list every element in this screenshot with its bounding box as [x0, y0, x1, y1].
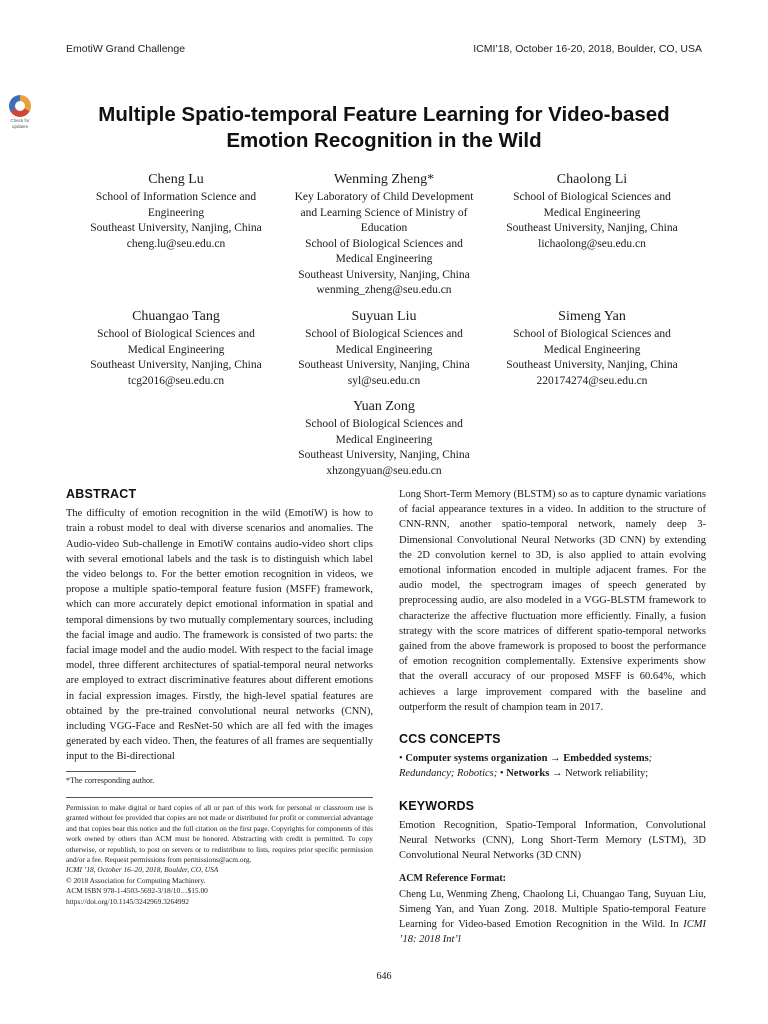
- author-affiliation: Southeast University, Nanjing, China: [298, 268, 470, 281]
- author-name: Simeng Yan: [558, 309, 626, 324]
- author-affiliation: Southeast University, Nanjing, China: [90, 359, 262, 371]
- author-affiliation: School of Biological Sciences and: [305, 418, 463, 430]
- author-block: [274, 307, 494, 389]
- author-affiliation: School of Biological Sciences and: [305, 328, 463, 340]
- ccs-item-1: Computer systems organization: [405, 753, 548, 765]
- author-name: Suyuan Liu: [351, 309, 417, 324]
- badge-caption-2: updates: [11, 124, 28, 129]
- running-head-right: ICMI’18, October 16-20, 2018, Boulder, CO, USA: [473, 43, 702, 55]
- author-affiliation: Southeast University, Nanjing, China: [506, 359, 678, 371]
- abstract-text-left: The difficulty of emotion recognition in the wild (EmotiW) is how to train a robust model to deal with diverse scenarios and anomalies. The Audio-video Sub-challenge in EmotiW contains audio-video short clips with several emotional labels and the task is to distinguish which label the video belongs to. For the better emotion recognition in videos, we propose a multiple spatio-temporal feature fusion (MSFF) framework, which can more accurately depict emotional information in spatial and temporal dimensions by two mutually complementary sources, including the facial image and audio. The framework is consisted of two parts: the facial image model and the audio model. With respect to the facial image model, three different architectures of spatial-temporal neural networks are employed to extract discriminative features about different emotions in facial expression images. Firstly, the high-level spatial features are obtained by the pre-trained convolutional neural networks (CNN), including VGG-Face and ResNet-50 which are all fed with the images generated by each video. Then, the features of all frames are sequentially input to the Bi-directional: [66, 508, 373, 763]
- author-affiliation: and Learning Science of Ministry of: [300, 206, 468, 219]
- author-affiliation: Medical Engineering: [335, 433, 433, 446]
- ccs-item-1-target: Embedded systems: [563, 753, 649, 765]
- badge-caption-1: Check for: [10, 118, 30, 123]
- author-affiliation: Medical Engineering: [543, 206, 641, 219]
- author-email[interactable]: 220174274@seu.edu.cn: [536, 374, 648, 387]
- author-affiliation: School of Information Science and: [95, 191, 257, 203]
- permission-doi[interactable]: https://doi.org/10.1145/3242969.3264992: [66, 896, 189, 906]
- arrow-icon: →: [552, 768, 563, 780]
- author-affiliation: Southeast University, Nanjing, China: [506, 222, 678, 234]
- permission-block: [66, 797, 373, 907]
- author-affiliation: School of Biological Sciences and: [513, 191, 671, 203]
- author-email[interactable]: tcg2016@seu.edu.cn: [127, 374, 225, 387]
- right-column: [399, 487, 706, 947]
- running-head-left: EmotiW Grand Challenge: [66, 43, 186, 55]
- author-block: [274, 170, 494, 299]
- author-email[interactable]: syl@seu.edu.cn: [347, 374, 421, 387]
- ccs-text: [399, 751, 706, 781]
- author-name: Yuan Zong: [353, 399, 415, 414]
- author-block: [274, 397, 494, 479]
- author-affiliation: Education: [360, 222, 408, 234]
- acm-reference-venue: ICMI ’18: 2018 Int’l: [399, 919, 706, 946]
- ccs-item-2: Networks: [506, 768, 550, 780]
- author-block: [482, 170, 702, 252]
- footnote-rule: [66, 771, 136, 772]
- abstract-text-right: Long Short-Term Memory (BLSTM) so as to capture dynamic variations of facial appearance textures in a video. In addition to the structure of CNN-RNN, another spatio-temporal network, namely deep 3-Dimensional Convolutional Neural Networks (3D CNN) by extending the 2D convolution kernel to 3D, is also applied to attain evolving emotional information encoded in multiple adjacent frames. For the audio model, the spectrogram images of speech generated by preprocessing audio, are also modeled in a VGG-BLSTM framework to characterize the affective fluctuation more efficiently. Finally, a fusion strategy with the score matrices of different spatio-temporal networks gained from the above framework is proposed to boost the performance of emotion recognition complementally. Extensive experiments show that the overall accuracy of our proposed MSFF is 60.64%, which achieves a large improvement compared with the baseline and outperform the result of champion team in 2017.: [399, 489, 706, 713]
- author-name: Chaolong Li: [556, 172, 628, 187]
- left-column: [66, 487, 373, 765]
- ccs-bullet: •: [499, 768, 504, 780]
- author-name: Chuangao Tang: [132, 309, 220, 324]
- author-affiliation: Engineering: [147, 206, 205, 219]
- ccs-item-1-rest: ; Redundancy; Robotics;: [399, 753, 653, 780]
- permission-venue: ICMI ’18, October 16–20, 2018, Boulder, CO, USA: [66, 865, 219, 875]
- author-affiliation: Southeast University, Nanjing, China: [298, 359, 470, 371]
- author-email[interactable]: cheng.lu@seu.edu.cn: [126, 237, 226, 250]
- arrow-icon: →: [550, 753, 561, 765]
- author-email[interactable]: xhzongyuan@seu.edu.cn: [326, 464, 442, 477]
- abstract-heading: ABSTRACT: [66, 487, 137, 501]
- author-affiliation: Medical Engineering: [335, 343, 433, 356]
- title-line-2: Emotion Recognition in the Wild: [226, 129, 542, 152]
- ccs-item-2-target: Network reliability;: [565, 768, 649, 780]
- acm-reference-heading: ACM Reference Format:: [399, 873, 506, 885]
- check-for-updates-badge[interactable]: [6, 95, 34, 129]
- author-affiliation: Medical Engineering: [543, 343, 641, 356]
- author-affiliation: School of Biological Sciences and: [513, 328, 671, 340]
- permission-isbn: ACM ISBN 978-1-4503-5692-3/18/10…$15.00: [66, 886, 208, 896]
- author-affiliation: Key Laboratory of Child Development: [294, 191, 474, 203]
- author-affiliation: Medical Engineering: [335, 253, 433, 265]
- paper-title: [66, 102, 702, 154]
- keywords-text: Emotion Recognition, Spatio-Temporal Information, Convolutional Neural Networks (CNN), Long Short-Term Memory (LSTM), 3D Convolutional Neural Networks (3D CNN): [399, 819, 706, 862]
- crossmark-icon: [9, 95, 31, 117]
- acm-reference-text: [399, 887, 706, 948]
- permission-copyright: © 2018 Association for Computing Machinery.: [66, 875, 206, 885]
- author-affiliation: School of Biological Sciences and: [305, 237, 463, 250]
- author-name: Cheng Lu: [148, 172, 204, 187]
- author-block: [482, 307, 702, 389]
- author-block: [66, 307, 286, 389]
- ccs-bullet: •: [399, 753, 403, 765]
- author-email[interactable]: lichaolong@seu.edu.cn: [538, 237, 646, 250]
- author-affiliation: School of Biological Sciences and: [97, 328, 255, 340]
- keywords-heading: KEYWORDS: [399, 798, 475, 813]
- author-affiliation: Southeast University, Nanjing, China: [298, 449, 470, 461]
- author-email[interactable]: wenming_zheng@seu.edu.cn: [316, 284, 452, 296]
- ccs-heading: CCS CONCEPTS: [399, 732, 501, 747]
- author-name: Wenming Zheng*: [333, 172, 435, 187]
- title-line-1: Multiple Spatio-temporal Feature Learning for Video-based: [98, 103, 670, 126]
- author-affiliation: Southeast University, Nanjing, China: [90, 222, 262, 234]
- author-block: [66, 170, 286, 252]
- corresponding-author-footnote: *The corresponding author.: [66, 776, 155, 785]
- acm-reference-body: Cheng Lu, Wenming Zheng, Chaolong Li, Chuangao Tang, Suyuan Liu, Simeng Yan, and Yuan Zong. 2018. Multiple Spatio-temporal Feature Learning for Video-based Emotion Recognition in the Wild. In: [399, 888, 706, 931]
- page-number: 646: [376, 971, 392, 982]
- permission-text: Permission to make digital or hard copies of all or part of this work for personal or classroom use is granted without fee provided that copies are not made or distributed for profit or commercial advantage and that copies bear this notice and the full citation on the first page. Copyrights for components of this work owned by others than ACM must be honored. Abstracting with credit is permitted. To copy otherwise, or republish, to post on servers or to redistribute to lists, requires prior specific permission and/or a fee. Request permissions from permissions@acm.org.: [66, 803, 373, 865]
- author-affiliation: Medical Engineering: [127, 343, 225, 356]
